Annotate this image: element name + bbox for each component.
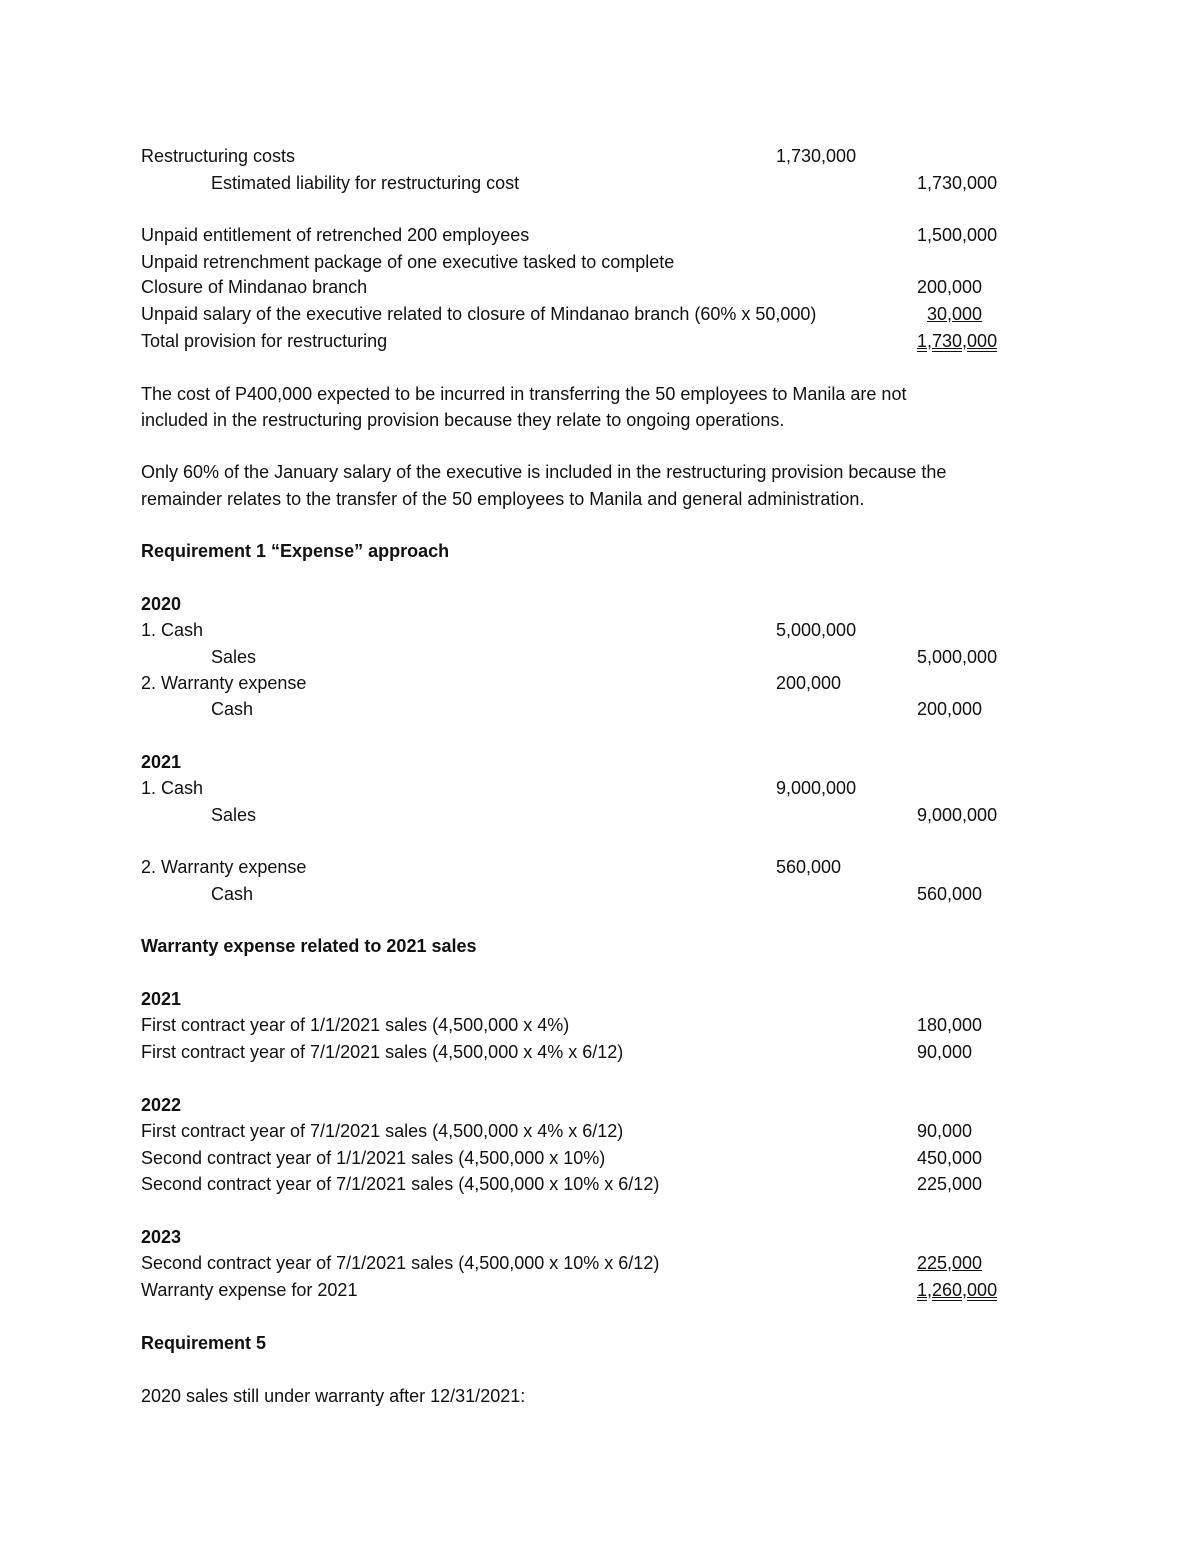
provision-item-amount: 30,000 bbox=[927, 304, 983, 324]
journal-credit-label: Sales bbox=[211, 805, 257, 825]
warranty-row-label: First contract year of 7/1/2021 sales (4,500,000 x 4% x 6/12) bbox=[141, 1042, 624, 1062]
journal-debit-label: 1. Cash bbox=[141, 620, 204, 640]
year-heading-2023: 2023 bbox=[141, 1227, 182, 1247]
warranty-row-amount: 90,000 bbox=[917, 1042, 973, 1062]
journal-debit-label: 1. Cash bbox=[141, 778, 204, 798]
warranty-row-amount: 180,000 bbox=[917, 1015, 983, 1035]
year-heading-2020: 2020 bbox=[141, 594, 182, 614]
journal-credit-label: Cash bbox=[211, 884, 254, 904]
journal-debit-amount: 200,000 bbox=[776, 673, 842, 693]
warranty-total-label: Warranty expense for 2021 bbox=[141, 1280, 358, 1300]
restructuring-debit-amount: 1,730,000 bbox=[776, 146, 857, 166]
journal-debit-amount: 5,000,000 bbox=[776, 620, 857, 640]
requirement-5-line: 2020 sales still under warranty after 12/31/2021: bbox=[141, 1386, 526, 1406]
warranty-row-label: Second contract year of 1/1/2021 sales (4,500,000 x 10%) bbox=[141, 1148, 606, 1168]
warranty-row-amount: 225,000 bbox=[917, 1174, 983, 1194]
paragraph-line: Only 60% of the January salary of the executive is included in the restructuring provision because the bbox=[141, 462, 947, 482]
provision-item-label: Unpaid retrenchment package of one executive tasked to complete bbox=[141, 252, 675, 272]
requirement-5-heading: Requirement 5 bbox=[141, 1333, 267, 1353]
restructuring-credit-amount: 1,730,000 bbox=[917, 173, 998, 193]
warranty-row-amount: 90,000 bbox=[917, 1121, 973, 1141]
provision-item-amount: 1,500,000 bbox=[917, 225, 998, 245]
journal-debit-amount: 560,000 bbox=[776, 857, 842, 877]
year-heading-2022: 2022 bbox=[141, 1095, 182, 1115]
journal-credit-label: Sales bbox=[211, 647, 257, 667]
warranty-row-label: Second contract year of 7/1/2021 sales (4,500,000 x 10% x 6/12) bbox=[141, 1253, 660, 1273]
warranty-row-amount: 225,000 bbox=[917, 1253, 983, 1273]
provision-item-label: Unpaid salary of the executive related to closure of Mindanao branch (60% x 50,000) bbox=[141, 304, 817, 324]
restructuring-credit-label: Estimated liability for restructuring cost bbox=[211, 173, 520, 193]
restructuring-debit-label: Restructuring costs bbox=[141, 146, 296, 166]
provision-item-label: Closure of Mindanao branch bbox=[141, 277, 368, 297]
journal-credit-amount: 9,000,000 bbox=[917, 805, 998, 825]
provision-item-amount: 200,000 bbox=[917, 277, 983, 297]
provision-item-label: Unpaid entitlement of retrenched 200 employees bbox=[141, 225, 530, 245]
paragraph-line: included in the restructuring provision because they relate to ongoing operations. bbox=[141, 410, 785, 430]
warranty-row-label: First contract year of 7/1/2021 sales (4,500,000 x 4% x 6/12) bbox=[141, 1121, 624, 1141]
requirement-1-heading: Requirement 1 “Expense” approach bbox=[141, 541, 450, 561]
journal-debit-label: 2. Warranty expense bbox=[141, 857, 307, 877]
paragraph-line: The cost of P400,000 expected to be incurred in transferring the 50 employees to Manila are not bbox=[141, 384, 907, 404]
warranty-row-amount: 450,000 bbox=[917, 1148, 983, 1168]
provision-total-amount: 1,730,000 bbox=[917, 331, 998, 351]
provision-total-label: Total provision for restructuring bbox=[141, 331, 388, 351]
journal-credit-amount: 200,000 bbox=[917, 699, 983, 719]
year-heading-2021: 2021 bbox=[141, 752, 182, 772]
warranty-row-label: Second contract year of 7/1/2021 sales (4,500,000 x 10% x 6/12) bbox=[141, 1174, 660, 1194]
journal-credit-label: Cash bbox=[211, 699, 254, 719]
journal-debit-amount: 9,000,000 bbox=[776, 778, 857, 798]
paragraph-line: remainder relates to the transfer of the 50 employees to Manila and general administration. bbox=[141, 489, 865, 509]
year-heading-2021: 2021 bbox=[141, 989, 182, 1009]
warranty-heading: Warranty expense related to 2021 sales bbox=[141, 936, 477, 956]
warranty-row-label: First contract year of 1/1/2021 sales (4,500,000 x 4%) bbox=[141, 1015, 570, 1035]
warranty-total-amount: 1,260,000 bbox=[917, 1280, 998, 1300]
journal-debit-label: 2. Warranty expense bbox=[141, 673, 307, 693]
journal-credit-amount: 560,000 bbox=[917, 884, 983, 904]
journal-credit-amount: 5,000,000 bbox=[917, 647, 998, 667]
